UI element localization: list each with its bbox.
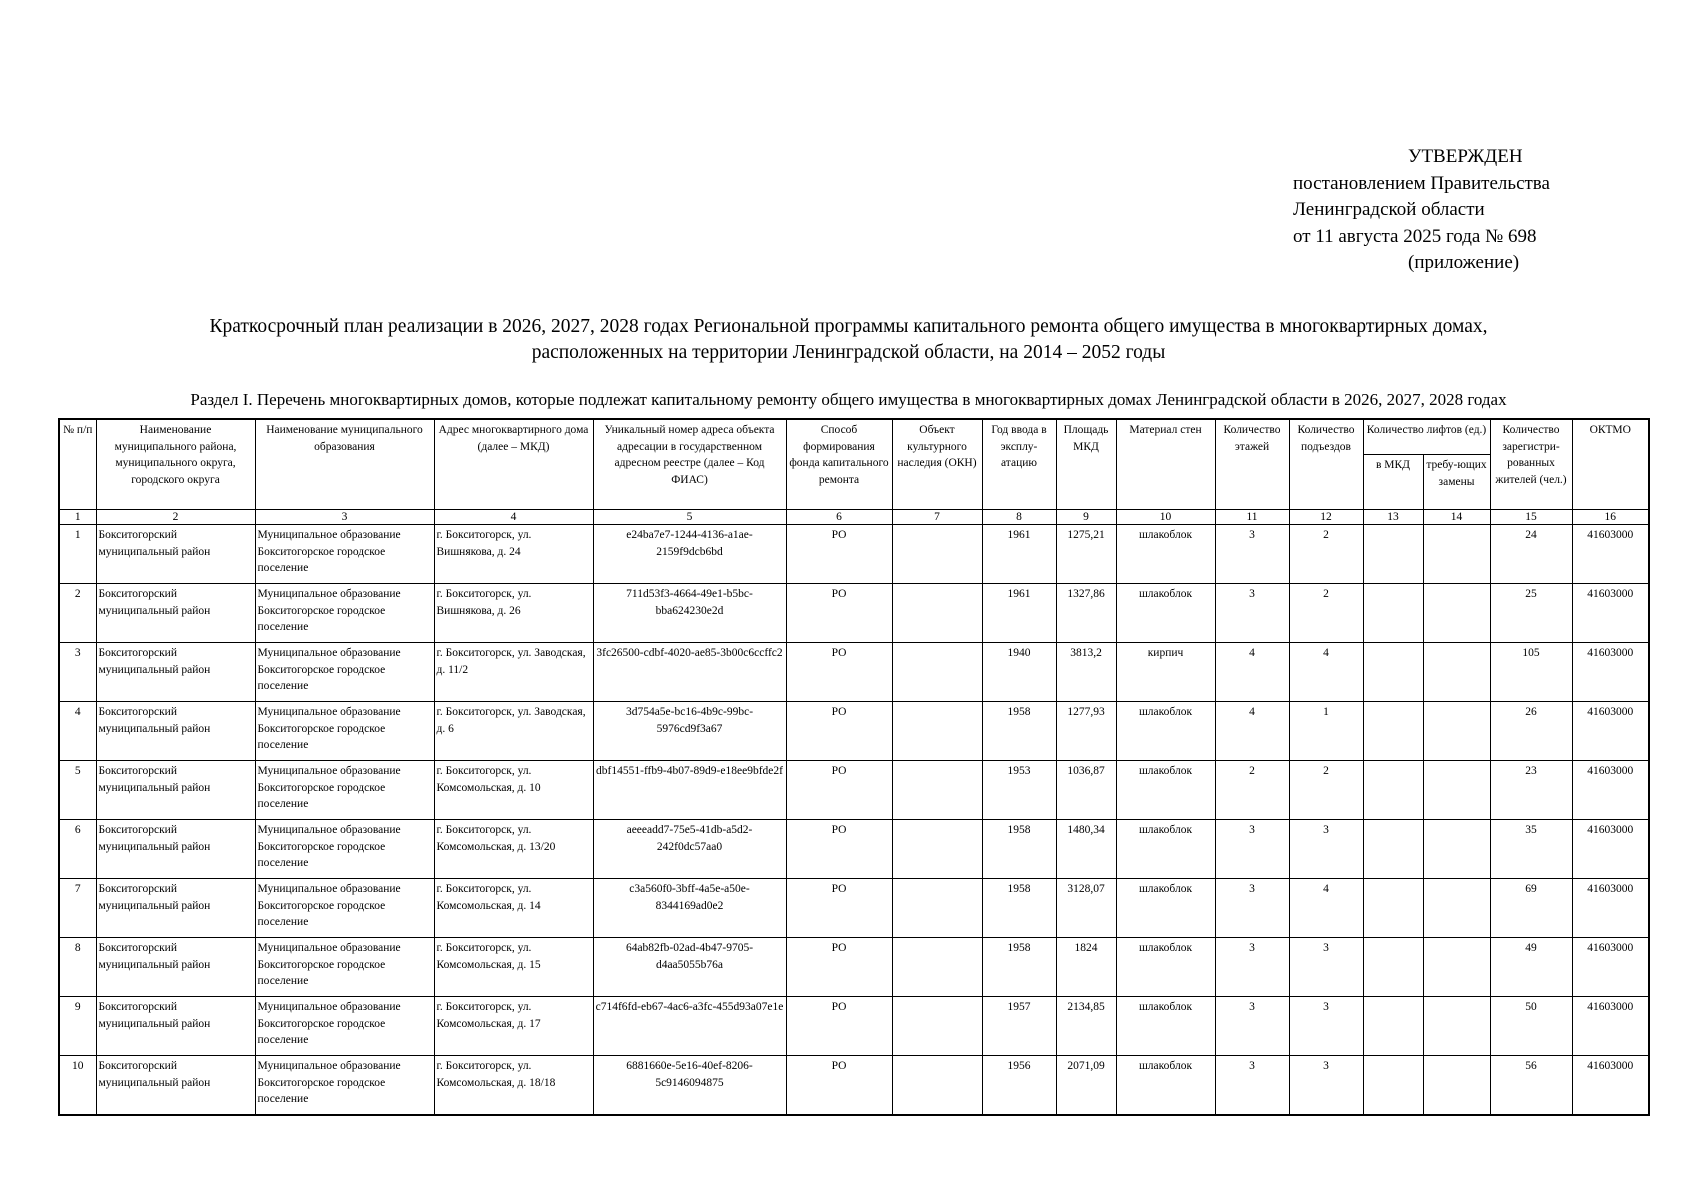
table-row — [59, 761, 1649, 820]
cell-residents: 26 — [1490, 702, 1572, 761]
cell-heritage — [892, 702, 982, 761]
cell-lifts-replace — [1423, 879, 1490, 938]
cell-lifts-replace — [1423, 643, 1490, 702]
header-material: Материал стен — [1116, 419, 1215, 510]
cell-year: 1958 — [982, 702, 1056, 761]
cell-lifts-replace — [1423, 584, 1490, 643]
cell-address: г. Бокситогорск, ул. Вишнякова, д. 26 — [434, 584, 593, 643]
cell-municipality: Муниципальное образование Бокситогорское городское поселение — [255, 820, 434, 879]
cell-oktmo: 41603000 — [1572, 525, 1649, 584]
table-row — [59, 820, 1649, 879]
cell-year: 1940 — [982, 643, 1056, 702]
table-body — [59, 525, 1649, 1116]
header-heritage: Объект культурного наследия (ОКН) — [892, 419, 982, 510]
cell-oktmo: 41603000 — [1572, 879, 1649, 938]
cell-fund: РО — [786, 1056, 892, 1116]
cell-address: г. Бокситогорск, ул. Комсомольская, д. 18/18 — [434, 1056, 593, 1116]
header-residents: Количество зарегистри-рованных жителей (чел.) — [1490, 419, 1572, 510]
cell-floors: 3 — [1215, 938, 1289, 997]
cell-fund: РО — [786, 820, 892, 879]
cell-oktmo: 41603000 — [1572, 938, 1649, 997]
cell-num: 8 — [59, 938, 96, 997]
cell-district: Бокситогорский муниципальный район — [96, 643, 255, 702]
cell-lifts-replace — [1423, 525, 1490, 584]
cell-heritage — [892, 643, 982, 702]
cell-floors: 3 — [1215, 879, 1289, 938]
cell-heritage — [892, 997, 982, 1056]
cell-residents: 49 — [1490, 938, 1572, 997]
column-number: 13 — [1363, 510, 1423, 525]
cell-material: шлакоблок — [1116, 761, 1215, 820]
document-title-line: Краткосрочный план реализации в 2026, 2027, 2028 годах Региональной программы капитального ремонта общего имущества в многоквартирных домах, — [209, 316, 1488, 337]
cell-district: Бокситогорский муниципальный район — [96, 584, 255, 643]
cell-residents: 105 — [1490, 643, 1572, 702]
cell-residents: 56 — [1490, 1056, 1572, 1116]
header-oktmo: ОКТМО — [1572, 419, 1649, 510]
table-row — [59, 879, 1649, 938]
table-row — [59, 584, 1649, 643]
cell-fund: РО — [786, 997, 892, 1056]
cell-district: Бокситогорский муниципальный район — [96, 997, 255, 1056]
cell-num: 10 — [59, 1056, 96, 1116]
cell-heritage — [892, 761, 982, 820]
header-fias: Уникальный номер адреса объекта адресации в государственном адресном реестре (далее – Код ФИАС) — [593, 419, 786, 510]
cell-residents: 25 — [1490, 584, 1572, 643]
houses-table — [58, 418, 1650, 1116]
cell-entrances: 2 — [1289, 525, 1363, 584]
cell-num: 4 — [59, 702, 96, 761]
cell-area: 2134,85 — [1056, 997, 1116, 1056]
cell-area: 1277,93 — [1056, 702, 1116, 761]
cell-address: г. Бокситогорск, ул. Вишнякова, д. 24 — [434, 525, 593, 584]
column-number: 3 — [255, 510, 434, 525]
column-number: 8 — [982, 510, 1056, 525]
cell-municipality: Муниципальное образование Бокситогорское городское поселение — [255, 525, 434, 584]
cell-municipality: Муниципальное образование Бокситогорское городское поселение — [255, 997, 434, 1056]
header-year: Год ввода в эксплу-атацию — [982, 419, 1056, 510]
column-number: 4 — [434, 510, 593, 525]
cell-heritage — [892, 820, 982, 879]
cell-material: шлакоблок — [1116, 997, 1215, 1056]
cell-entrances: 3 — [1289, 820, 1363, 879]
cell-municipality: Муниципальное образование Бокситогорское городское поселение — [255, 1056, 434, 1116]
cell-material: шлакоблок — [1116, 702, 1215, 761]
cell-year: 1958 — [982, 879, 1056, 938]
header-entrances: Количество подъездов — [1289, 419, 1363, 510]
cell-lifts-total — [1363, 702, 1423, 761]
cell-fund: РО — [786, 761, 892, 820]
cell-year: 1961 — [982, 525, 1056, 584]
cell-year: 1956 — [982, 1056, 1056, 1116]
cell-municipality: Муниципальное образование Бокситогорское городское поселение — [255, 879, 434, 938]
cell-entrances: 3 — [1289, 997, 1363, 1056]
cell-area: 1036,87 — [1056, 761, 1116, 820]
column-number: 5 — [593, 510, 786, 525]
cell-residents: 35 — [1490, 820, 1572, 879]
cell-area: 3813,2 — [1056, 643, 1116, 702]
cell-oktmo: 41603000 — [1572, 1056, 1649, 1116]
cell-lifts-total — [1363, 643, 1423, 702]
cell-area: 1480,34 — [1056, 820, 1116, 879]
cell-area: 1327,86 — [1056, 584, 1116, 643]
cell-address: г. Бокситогорск, ул. Заводская, д. 6 — [434, 702, 593, 761]
cell-district: Бокситогорский муниципальный район — [96, 879, 255, 938]
cell-fias: dbf14551-ffb9-4b07-89d9-e18ee9bfde2f — [593, 761, 786, 820]
cell-fund: РО — [786, 525, 892, 584]
cell-fias: c3a560f0-3bff-4a5e-a50e-8344169ad0e2 — [593, 879, 786, 938]
header-floors: Количество этажей — [1215, 419, 1289, 510]
cell-floors: 2 — [1215, 761, 1289, 820]
cell-num: 2 — [59, 584, 96, 643]
cell-lifts-total — [1363, 761, 1423, 820]
column-number: 1 — [59, 510, 96, 525]
cell-area: 3128,07 — [1056, 879, 1116, 938]
cell-fund: РО — [786, 938, 892, 997]
column-number: 6 — [786, 510, 892, 525]
cell-district: Бокситогорский муниципальный район — [96, 820, 255, 879]
cell-oktmo: 41603000 — [1572, 761, 1649, 820]
cell-fias: 3d754a5e-bc16-4b9c-99bc-5976cd9f3a67 — [593, 702, 786, 761]
cell-heritage — [892, 525, 982, 584]
header-municipality: Наименование муниципального образования — [255, 419, 434, 510]
cell-year: 1958 — [982, 938, 1056, 997]
cell-entrances: 3 — [1289, 1056, 1363, 1116]
header-district: Наименование муниципального района, муниципального округа, городского округа — [96, 419, 255, 510]
column-number: 11 — [1215, 510, 1289, 525]
table-row — [59, 1056, 1649, 1116]
cell-material: шлакоблок — [1116, 525, 1215, 584]
cell-num: 6 — [59, 820, 96, 879]
cell-oktmo: 41603000 — [1572, 997, 1649, 1056]
cell-lifts-replace — [1423, 820, 1490, 879]
header-address: Адрес многоквартирного дома (далее – МКД) — [434, 419, 593, 510]
header-lifts-total: в МКД — [1363, 455, 1423, 510]
cell-address: г. Бокситогорск, ул. Комсомольская, д. 10 — [434, 761, 593, 820]
cell-residents: 23 — [1490, 761, 1572, 820]
approval-appendix: (приложение) — [1408, 252, 1520, 273]
header-lifts-group: Количество лифтов (ед.) — [1363, 419, 1490, 455]
cell-lifts-total — [1363, 1056, 1423, 1116]
cell-oktmo: 41603000 — [1572, 702, 1649, 761]
cell-material: шлакоблок — [1116, 1056, 1215, 1116]
cell-oktmo: 41603000 — [1572, 584, 1649, 643]
cell-lifts-total — [1363, 938, 1423, 997]
cell-fias: 6881660e-5e16-40ef-8206-5c9146094875 — [593, 1056, 786, 1116]
approval-heading: УТВЕРЖДЕН — [1408, 146, 1523, 167]
cell-lifts-total — [1363, 820, 1423, 879]
cell-floors: 3 — [1215, 525, 1289, 584]
cell-year: 1958 — [982, 820, 1056, 879]
cell-district: Бокситогорский муниципальный район — [96, 938, 255, 997]
cell-lifts-total — [1363, 584, 1423, 643]
cell-material: шлакоблок — [1116, 820, 1215, 879]
document-title-line: расположенных на территории Ленинградской области, на 2014 – 2052 годы — [531, 342, 1166, 363]
cell-oktmo: 41603000 — [1572, 643, 1649, 702]
cell-material: кирпич — [1116, 643, 1215, 702]
cell-num: 3 — [59, 643, 96, 702]
approval-line: Ленинградской области — [1293, 199, 1485, 220]
table-row — [59, 525, 1649, 584]
cell-heritage — [892, 938, 982, 997]
cell-material: шлакоблок — [1116, 584, 1215, 643]
cell-material: шлакоблок — [1116, 938, 1215, 997]
header-area: Площадь МКД — [1056, 419, 1116, 510]
cell-heritage — [892, 879, 982, 938]
column-number: 15 — [1490, 510, 1572, 525]
cell-municipality: Муниципальное образование Бокситогорское городское поселение — [255, 584, 434, 643]
column-number: 9 — [1056, 510, 1116, 525]
cell-fund: РО — [786, 879, 892, 938]
cell-entrances: 4 — [1289, 643, 1363, 702]
column-number: 12 — [1289, 510, 1363, 525]
column-number: 2 — [96, 510, 255, 525]
cell-entrances: 2 — [1289, 761, 1363, 820]
cell-fias: 3fc26500-cdbf-4020-ae85-3b00c6ccffc2 — [593, 643, 786, 702]
column-number: 7 — [892, 510, 982, 525]
cell-entrances: 2 — [1289, 584, 1363, 643]
cell-fund: РО — [786, 702, 892, 761]
cell-residents: 69 — [1490, 879, 1572, 938]
cell-material: шлакоблок — [1116, 879, 1215, 938]
cell-fund: РО — [786, 584, 892, 643]
header-row — [59, 419, 1649, 455]
cell-year: 1957 — [982, 997, 1056, 1056]
cell-district: Бокситогорский муниципальный район — [96, 761, 255, 820]
cell-floors: 4 — [1215, 702, 1289, 761]
cell-municipality: Муниципальное образование Бокситогорское городское поселение — [255, 643, 434, 702]
approval-block — [1293, 144, 1550, 277]
cell-area: 1824 — [1056, 938, 1116, 997]
table-row — [59, 702, 1649, 761]
cell-lifts-replace — [1423, 997, 1490, 1056]
cell-area: 1275,21 — [1056, 525, 1116, 584]
cell-lifts-replace — [1423, 761, 1490, 820]
document-title — [0, 314, 1697, 366]
table-row — [59, 997, 1649, 1056]
cell-lifts-replace — [1423, 702, 1490, 761]
header-num: № п/п — [59, 419, 96, 510]
cell-floors: 3 — [1215, 584, 1289, 643]
cell-lifts-total — [1363, 525, 1423, 584]
approval-line: постановлением Правительства — [1293, 172, 1550, 194]
cell-entrances: 1 — [1289, 702, 1363, 761]
cell-address: г. Бокситогорск, ул. Комсомольская, д. 13/20 — [434, 820, 593, 879]
cell-floors: 3 — [1215, 1056, 1289, 1116]
cell-fias: 711d53f3-4664-49e1-b5bc-bba624230e2d — [593, 584, 786, 643]
column-number: 16 — [1572, 510, 1649, 525]
approval-line: от 11 августа 2025 года № 698 — [1293, 225, 1537, 247]
cell-floors: 3 — [1215, 997, 1289, 1056]
column-number: 14 — [1423, 510, 1490, 525]
column-number-row — [59, 510, 1649, 525]
cell-year: 1953 — [982, 761, 1056, 820]
header-fund: Способ формирования фонда капитального ремонта — [786, 419, 892, 510]
cell-residents: 50 — [1490, 997, 1572, 1056]
cell-district: Бокситогорский муниципальный район — [96, 702, 255, 761]
cell-entrances: 3 — [1289, 938, 1363, 997]
table-row — [59, 938, 1649, 997]
cell-num: 5 — [59, 761, 96, 820]
cell-district: Бокситогорский муниципальный район — [96, 1056, 255, 1116]
cell-area: 2071,09 — [1056, 1056, 1116, 1116]
cell-lifts-total — [1363, 997, 1423, 1056]
cell-fias: aeeeadd7-75e5-41db-a5d2-242f0dc57aa0 — [593, 820, 786, 879]
cell-lifts-total — [1363, 879, 1423, 938]
column-number: 10 — [1116, 510, 1215, 525]
cell-floors: 3 — [1215, 820, 1289, 879]
cell-lifts-replace — [1423, 938, 1490, 997]
cell-fund: РО — [786, 643, 892, 702]
cell-num: 9 — [59, 997, 96, 1056]
cell-municipality: Муниципальное образование Бокситогорское городское поселение — [255, 938, 434, 997]
cell-heritage — [892, 584, 982, 643]
cell-year: 1961 — [982, 584, 1056, 643]
cell-address: г. Бокситогорск, ул. Заводская, д. 11/2 — [434, 643, 593, 702]
section-title: Раздел I. Перечень многоквартирных домов, которые подлежат капитальному ремонту общего имущества в многоквартирных домах Ленинградской области в 2026, 2027, 2028 годах — [190, 390, 1507, 409]
cell-municipality: Муниципальное образование Бокситогорское городское поселение — [255, 761, 434, 820]
cell-residents: 24 — [1490, 525, 1572, 584]
cell-num: 7 — [59, 879, 96, 938]
cell-fias: e24ba7e7-1244-4136-a1ae-2159f9dcb6bd — [593, 525, 786, 584]
cell-lifts-replace — [1423, 1056, 1490, 1116]
table-row — [59, 643, 1649, 702]
cell-oktmo: 41603000 — [1572, 820, 1649, 879]
cell-fias: c714f6fd-eb67-4ac6-a3fc-455d93a07e1e — [593, 997, 786, 1056]
cell-address: г. Бокситогорск, ул. Комсомольская, д. 17 — [434, 997, 593, 1056]
cell-entrances: 4 — [1289, 879, 1363, 938]
cell-municipality: Муниципальное образование Бокситогорское городское поселение — [255, 702, 434, 761]
cell-num: 1 — [59, 525, 96, 584]
cell-address: г. Бокситогорск, ул. Комсомольская, д. 15 — [434, 938, 593, 997]
cell-heritage — [892, 1056, 982, 1116]
cell-district: Бокситогорский муниципальный район — [96, 525, 255, 584]
cell-address: г. Бокситогорск, ул. Комсомольская, д. 14 — [434, 879, 593, 938]
cell-floors: 4 — [1215, 643, 1289, 702]
header-lifts-replace: требу-ющих замены — [1423, 455, 1490, 510]
cell-fias: 64ab82fb-02ad-4b47-9705-d4aa5055b76a — [593, 938, 786, 997]
